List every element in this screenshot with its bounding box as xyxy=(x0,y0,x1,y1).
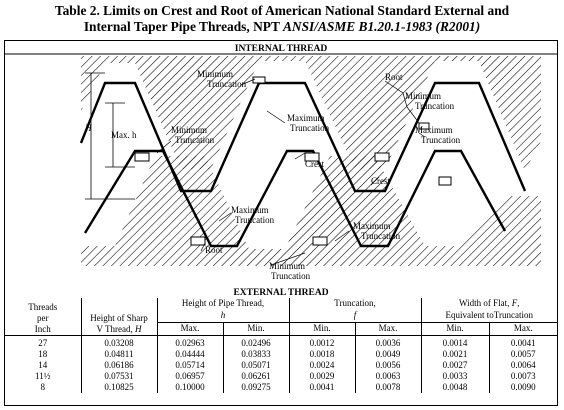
table-row: 18 0.04811 0.04444 0.03833 0.0018 0.0049 0.0021 0.0057 xyxy=(5,349,557,360)
external-thread-heading: EXTERNAL THREAD xyxy=(233,288,329,298)
col-header-F: Width of Flat, F, xyxy=(421,298,557,310)
flat-bot-2 xyxy=(313,237,327,245)
col-header-h: Height of Pipe Thread, xyxy=(157,298,289,310)
col-header-H: Height of Sharp V Thread, H xyxy=(81,298,157,336)
col-header-f-var: f xyxy=(289,310,421,323)
label-H: H xyxy=(85,123,92,133)
table-row: 27 0.03208 0.02963 0.02496 0.0012 0.0036 0.0014 0.0041 xyxy=(5,336,557,350)
label-crest-1: Crest xyxy=(305,159,324,169)
thread-diagram xyxy=(5,41,557,298)
label-root-bottom: Root xyxy=(205,245,223,255)
col-header-f-min: Min. xyxy=(289,322,355,335)
col-header-f-max: Max. xyxy=(355,322,421,335)
label-max-h: Max. h xyxy=(111,130,137,140)
label-crest-2: Crest xyxy=(371,176,390,186)
flat-bot-1 xyxy=(191,237,205,245)
flat-top-1 xyxy=(253,77,265,83)
internal-thread-heading: INTERNAL THREAD xyxy=(234,44,328,54)
title-standard-ref: ANSI/ASME B1.20.1-1983 (R2001) xyxy=(283,19,481,34)
label-max-trunc-lower-right: Maximum Truncation xyxy=(353,221,401,241)
table-row: 8 0.10825 0.10000 0.09275 0.0041 0.0078 0.0048 0.0090 xyxy=(5,382,557,393)
title-line-2-main: Internal Taper Pipe Threads, NPT xyxy=(83,19,280,34)
label-min-trunc-top: Minimum Truncation xyxy=(197,69,247,89)
flat-mid-4 xyxy=(439,177,451,185)
flat-mid-3 xyxy=(375,153,389,161)
label-min-trunc-bottom: Minimum Truncation xyxy=(269,261,311,281)
col-header-h-min: Min. xyxy=(223,322,289,335)
col-header-F-sub: Equivalent toTruncation xyxy=(421,310,557,323)
label-max-trunc-right: Maximum Truncation xyxy=(415,125,461,145)
flat-mid-1 xyxy=(135,153,149,161)
col-header-F-min: Min. xyxy=(421,322,489,335)
col-header-h-var: h xyxy=(157,310,289,323)
label-max-trunc-mid: Maximum Truncation xyxy=(287,113,330,133)
label-max-trunc-lower: Maximum Truncation xyxy=(231,205,275,225)
col-header-tpi: Threads per Inch xyxy=(5,298,81,336)
table-row: 11½ 0.07531 0.06957 0.06261 0.0029 0.0063 0.0033 0.0073 xyxy=(5,371,557,382)
label-min-trunc-tr: Minimum Truncation xyxy=(405,91,455,111)
title-line-1: Table 2. Limits on Crest and Root of American National Standard External and xyxy=(54,3,510,18)
col-header-f: Truncation, xyxy=(289,298,421,310)
limits-table xyxy=(5,298,557,393)
col-header-h-max: Max. xyxy=(157,322,223,335)
title-line-2 xyxy=(0,19,564,35)
label-min-trunc-left: Minimum Truncation xyxy=(171,125,215,145)
label-root-top: Root xyxy=(385,72,403,82)
col-header-F-max: Max. xyxy=(489,322,557,335)
table-title xyxy=(0,3,564,35)
table-row: 14 0.06186 0.05714 0.05071 0.0024 0.0056 0.0027 0.0064 xyxy=(5,360,557,371)
